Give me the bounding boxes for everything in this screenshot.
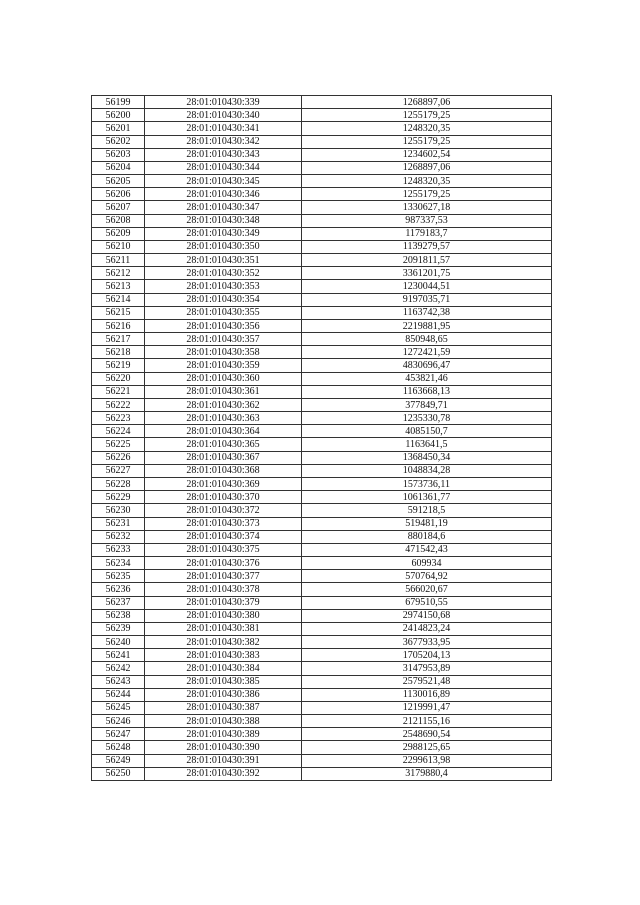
cadastral-number-cell: 28:01:010430:386	[145, 688, 302, 701]
value-cell: 1248320,35	[302, 175, 552, 188]
value-cell: 2219881,95	[302, 319, 552, 332]
row-number-cell: 56210	[92, 240, 145, 253]
table-row	[92, 267, 552, 280]
table-row	[92, 622, 552, 635]
table-row	[92, 741, 552, 754]
row-number-cell: 56208	[92, 214, 145, 227]
cadastral-number-cell: 28:01:010430:353	[145, 280, 302, 293]
table-row	[92, 688, 552, 701]
row-number-cell: 56217	[92, 333, 145, 346]
row-number-cell: 56243	[92, 675, 145, 688]
cadastral-number-cell: 28:01:010430:376	[145, 557, 302, 570]
cadastral-number-cell: 28:01:010430:381	[145, 622, 302, 635]
cadastral-number-cell: 28:01:010430:378	[145, 583, 302, 596]
row-number-cell: 56246	[92, 715, 145, 728]
row-number-cell: 56213	[92, 280, 145, 293]
value-cell: 2579521,48	[302, 675, 552, 688]
cadastral-number-cell: 28:01:010430:344	[145, 161, 302, 174]
cadastral-number-cell: 28:01:010430:358	[145, 346, 302, 359]
cadastral-number-cell: 28:01:010430:387	[145, 701, 302, 714]
table-row	[92, 715, 552, 728]
row-number-cell: 56247	[92, 728, 145, 741]
table-row	[92, 359, 552, 372]
row-number-cell: 56239	[92, 622, 145, 635]
row-number-cell: 56212	[92, 267, 145, 280]
value-cell: 377849,71	[302, 398, 552, 411]
value-cell: 1230044,51	[302, 280, 552, 293]
table-row	[92, 530, 552, 543]
cadastral-number-cell: 28:01:010430:385	[145, 675, 302, 688]
table-row	[92, 701, 552, 714]
cadastral-number-cell: 28:01:010430:383	[145, 649, 302, 662]
cadastral-number-cell: 28:01:010430:355	[145, 306, 302, 319]
table-row	[92, 451, 552, 464]
table-row	[92, 636, 552, 649]
value-cell: 850948,65	[302, 333, 552, 346]
value-cell: 2299613,98	[302, 754, 552, 767]
row-number-cell: 56215	[92, 306, 145, 319]
table-row	[92, 398, 552, 411]
value-cell: 1048834,28	[302, 464, 552, 477]
row-number-cell: 56241	[92, 649, 145, 662]
value-cell: 4085150,7	[302, 425, 552, 438]
row-number-cell: 56235	[92, 570, 145, 583]
table-row	[92, 557, 552, 570]
table-row	[92, 161, 552, 174]
row-number-cell: 56222	[92, 398, 145, 411]
row-number-cell: 56207	[92, 201, 145, 214]
row-number-cell: 56234	[92, 557, 145, 570]
value-cell: 1235330,78	[302, 412, 552, 425]
cadastral-number-cell: 28:01:010430:359	[145, 359, 302, 372]
value-cell: 2091811,57	[302, 254, 552, 267]
cadastral-number-cell: 28:01:010430:375	[145, 543, 302, 556]
row-number-cell: 56211	[92, 254, 145, 267]
row-number-cell: 56233	[92, 543, 145, 556]
value-cell: 3677933,95	[302, 636, 552, 649]
table-row	[92, 227, 552, 240]
cadastral-number-cell: 28:01:010430:382	[145, 636, 302, 649]
value-cell: 679510,55	[302, 596, 552, 609]
row-number-cell: 56225	[92, 438, 145, 451]
value-cell: 519481,19	[302, 517, 552, 530]
value-cell: 4830696,47	[302, 359, 552, 372]
value-cell: 2548690,54	[302, 728, 552, 741]
row-number-cell: 56199	[92, 96, 145, 109]
cadastral-number-cell: 28:01:010430:341	[145, 122, 302, 135]
cadastral-value-table	[91, 95, 552, 781]
row-number-cell: 56240	[92, 636, 145, 649]
cadastral-number-cell: 28:01:010430:339	[145, 96, 302, 109]
value-cell: 566020,67	[302, 583, 552, 596]
table-row	[92, 412, 552, 425]
table-row	[92, 96, 552, 109]
value-cell: 2121155,16	[302, 715, 552, 728]
value-cell: 609934	[302, 557, 552, 570]
row-number-cell: 56232	[92, 530, 145, 543]
cadastral-number-cell: 28:01:010430:346	[145, 188, 302, 201]
value-cell: 3179880,4	[302, 767, 552, 780]
table-row	[92, 583, 552, 596]
table-row	[92, 240, 552, 253]
table-row	[92, 675, 552, 688]
value-cell: 1139279,57	[302, 240, 552, 253]
row-number-cell: 56244	[92, 688, 145, 701]
value-cell: 1163742,38	[302, 306, 552, 319]
table-row	[92, 662, 552, 675]
table-row	[92, 333, 552, 346]
table-row	[92, 728, 552, 741]
cadastral-number-cell: 28:01:010430:392	[145, 767, 302, 780]
row-number-cell: 56218	[92, 346, 145, 359]
table-row	[92, 596, 552, 609]
value-cell: 570764,92	[302, 570, 552, 583]
value-cell: 1163668,13	[302, 385, 552, 398]
row-number-cell: 56231	[92, 517, 145, 530]
row-number-cell: 56250	[92, 767, 145, 780]
cadastral-number-cell: 28:01:010430:357	[145, 333, 302, 346]
table-row	[92, 504, 552, 517]
row-number-cell: 56209	[92, 227, 145, 240]
cadastral-number-cell: 28:01:010430:374	[145, 530, 302, 543]
cadastral-number-cell: 28:01:010430:351	[145, 254, 302, 267]
row-number-cell: 56248	[92, 741, 145, 754]
value-cell: 1234602,54	[302, 148, 552, 161]
cadastral-number-cell: 28:01:010430:349	[145, 227, 302, 240]
value-cell: 1163641,5	[302, 438, 552, 451]
cadastral-number-cell: 28:01:010430:350	[145, 240, 302, 253]
value-cell: 880184,6	[302, 530, 552, 543]
value-cell: 1061361,77	[302, 491, 552, 504]
value-cell: 1268897,06	[302, 96, 552, 109]
value-cell: 1248320,35	[302, 122, 552, 135]
cadastral-number-cell: 28:01:010430:390	[145, 741, 302, 754]
table-row	[92, 201, 552, 214]
cadastral-number-cell: 28:01:010430:348	[145, 214, 302, 227]
cadastral-number-cell: 28:01:010430:354	[145, 293, 302, 306]
value-cell: 2414823,24	[302, 622, 552, 635]
value-cell: 987337,53	[302, 214, 552, 227]
value-cell: 3147953,89	[302, 662, 552, 675]
table-row	[92, 543, 552, 556]
table-row	[92, 570, 552, 583]
row-number-cell: 56200	[92, 109, 145, 122]
cadastral-number-cell: 28:01:010430:347	[145, 201, 302, 214]
value-cell: 9197035,71	[302, 293, 552, 306]
table-row	[92, 464, 552, 477]
table-row	[92, 188, 552, 201]
cadastral-number-cell: 28:01:010430:380	[145, 609, 302, 622]
cadastral-number-cell: 28:01:010430:362	[145, 398, 302, 411]
row-number-cell: 56224	[92, 425, 145, 438]
row-number-cell: 56221	[92, 385, 145, 398]
cadastral-number-cell: 28:01:010430:364	[145, 425, 302, 438]
cadastral-number-cell: 28:01:010430:370	[145, 491, 302, 504]
row-number-cell: 56228	[92, 477, 145, 490]
value-cell: 1130016,89	[302, 688, 552, 701]
value-cell: 471542,43	[302, 543, 552, 556]
cadastral-number-cell: 28:01:010430:391	[145, 754, 302, 767]
table-row	[92, 135, 552, 148]
row-number-cell: 56203	[92, 148, 145, 161]
row-number-cell: 56238	[92, 609, 145, 622]
cadastral-number-cell: 28:01:010430:367	[145, 451, 302, 464]
cadastral-number-cell: 28:01:010430:352	[145, 267, 302, 280]
cadastral-number-cell: 28:01:010430:369	[145, 477, 302, 490]
table-row	[92, 109, 552, 122]
table-row	[92, 148, 552, 161]
value-cell: 2974150,68	[302, 609, 552, 622]
cadastral-number-cell: 28:01:010430:372	[145, 504, 302, 517]
table-row	[92, 385, 552, 398]
table-row	[92, 319, 552, 332]
table-row	[92, 477, 552, 490]
cadastral-number-cell: 28:01:010430:342	[145, 135, 302, 148]
cadastral-number-cell: 28:01:010430:363	[145, 412, 302, 425]
row-number-cell: 56216	[92, 319, 145, 332]
table-row	[92, 293, 552, 306]
table-row	[92, 306, 552, 319]
table-row	[92, 517, 552, 530]
value-cell: 453821,46	[302, 372, 552, 385]
table-row	[92, 438, 552, 451]
cadastral-number-cell: 28:01:010430:388	[145, 715, 302, 728]
row-number-cell: 56230	[92, 504, 145, 517]
table-body	[92, 96, 552, 781]
table-row	[92, 280, 552, 293]
table-row	[92, 372, 552, 385]
row-number-cell: 56223	[92, 412, 145, 425]
table-row	[92, 609, 552, 622]
cadastral-number-cell: 28:01:010430:373	[145, 517, 302, 530]
table-row	[92, 254, 552, 267]
value-cell: 1368450,34	[302, 451, 552, 464]
row-number-cell: 56214	[92, 293, 145, 306]
cadastral-number-cell: 28:01:010430:345	[145, 175, 302, 188]
cadastral-number-cell: 28:01:010430:377	[145, 570, 302, 583]
table-row	[92, 214, 552, 227]
value-cell: 1268897,06	[302, 161, 552, 174]
value-cell: 3361201,75	[302, 267, 552, 280]
row-number-cell: 56249	[92, 754, 145, 767]
value-cell: 1219991,47	[302, 701, 552, 714]
row-number-cell: 56227	[92, 464, 145, 477]
table-row	[92, 754, 552, 767]
cadastral-number-cell: 28:01:010430:343	[145, 148, 302, 161]
cadastral-number-cell: 28:01:010430:384	[145, 662, 302, 675]
value-cell: 1272421,59	[302, 346, 552, 359]
row-number-cell: 56204	[92, 161, 145, 174]
row-number-cell: 56245	[92, 701, 145, 714]
value-cell: 2988125,65	[302, 741, 552, 754]
row-number-cell: 56229	[92, 491, 145, 504]
value-cell: 1573736,11	[302, 477, 552, 490]
row-number-cell: 56220	[92, 372, 145, 385]
table-row	[92, 175, 552, 188]
table-row	[92, 767, 552, 780]
row-number-cell: 56201	[92, 122, 145, 135]
value-cell: 591218,5	[302, 504, 552, 517]
table-row	[92, 346, 552, 359]
cadastral-number-cell: 28:01:010430:368	[145, 464, 302, 477]
value-cell: 1179183,7	[302, 227, 552, 240]
row-number-cell: 56219	[92, 359, 145, 372]
cadastral-number-cell: 28:01:010430:389	[145, 728, 302, 741]
row-number-cell: 56236	[92, 583, 145, 596]
table-row	[92, 649, 552, 662]
row-number-cell: 56202	[92, 135, 145, 148]
row-number-cell: 56242	[92, 662, 145, 675]
table-row	[92, 425, 552, 438]
value-cell: 1255179,25	[302, 188, 552, 201]
cadastral-number-cell: 28:01:010430:365	[145, 438, 302, 451]
row-number-cell: 56226	[92, 451, 145, 464]
value-cell: 1255179,25	[302, 109, 552, 122]
row-number-cell: 56205	[92, 175, 145, 188]
value-cell: 1705204,13	[302, 649, 552, 662]
row-number-cell: 56206	[92, 188, 145, 201]
table-row	[92, 122, 552, 135]
cadastral-number-cell: 28:01:010430:360	[145, 372, 302, 385]
table-row	[92, 491, 552, 504]
cadastral-number-cell: 28:01:010430:356	[145, 319, 302, 332]
row-number-cell: 56237	[92, 596, 145, 609]
cadastral-number-cell: 28:01:010430:361	[145, 385, 302, 398]
cadastral-number-cell: 28:01:010430:340	[145, 109, 302, 122]
value-cell: 1255179,25	[302, 135, 552, 148]
cadastral-number-cell: 28:01:010430:379	[145, 596, 302, 609]
value-cell: 1330627,18	[302, 201, 552, 214]
